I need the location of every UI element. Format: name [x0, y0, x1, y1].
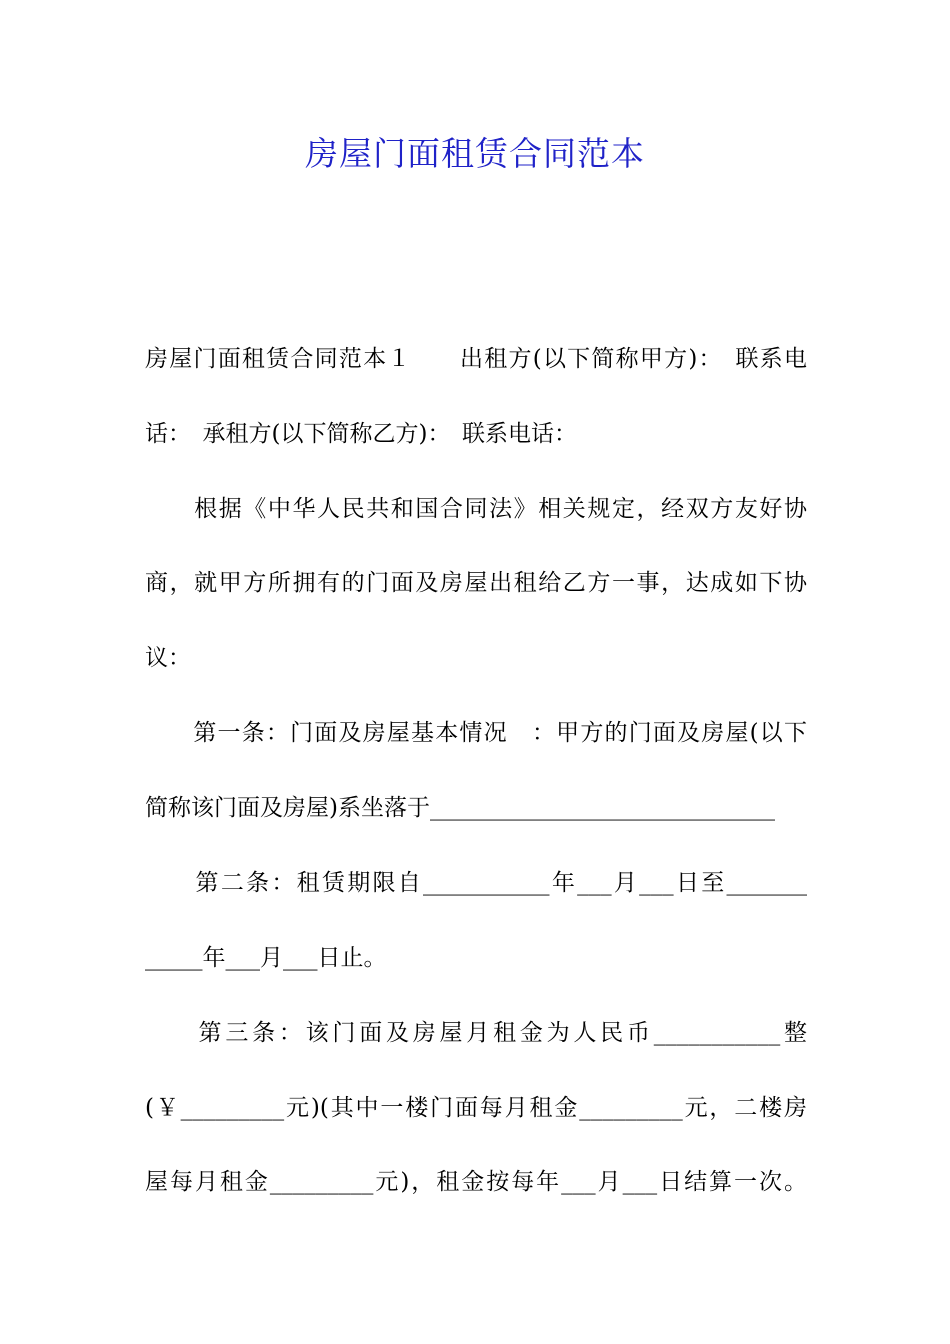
contract-line-8: 第二条：租赁期限自___________年___月___日至_______	[145, 870, 807, 896]
contract-line-3: 根据《中华人民共和国合同法》相关规定，经双方友好协	[145, 496, 807, 522]
contract-line-9: _____年___月___日止。	[145, 945, 387, 971]
contract-line-2: 话： 承租方(以下简称乙方)： 联系电话：	[145, 421, 577, 447]
contract-line-6: 第一条：门面及房屋基本情况 ：甲方的门面及房屋(以下	[145, 720, 807, 746]
document-title: 房屋门面租赁合同范本	[305, 134, 645, 173]
contract-line-10: 第三条：该门面及房屋月租金为人民币___________整	[145, 1020, 807, 1046]
contract-line-4: 商，就甲方所拥有的门面及房屋出租给乙方一事，达成如下协	[145, 570, 807, 596]
contract-line-11: (￥_________元)(其中一楼门面每月租金_________元，二楼房	[145, 1095, 807, 1121]
contract-line-12: 屋每月租金_________元)，租金按每年___月___日结算一次。	[145, 1169, 807, 1195]
contract-line-1: 房屋门面租赁合同范本１ 出租方(以下简称甲方)： 联系电	[145, 346, 807, 372]
contract-line-5: 议：	[145, 645, 191, 671]
contract-line-7: 简称该门面及房屋)系坐落于______________________________	[145, 795, 775, 821]
